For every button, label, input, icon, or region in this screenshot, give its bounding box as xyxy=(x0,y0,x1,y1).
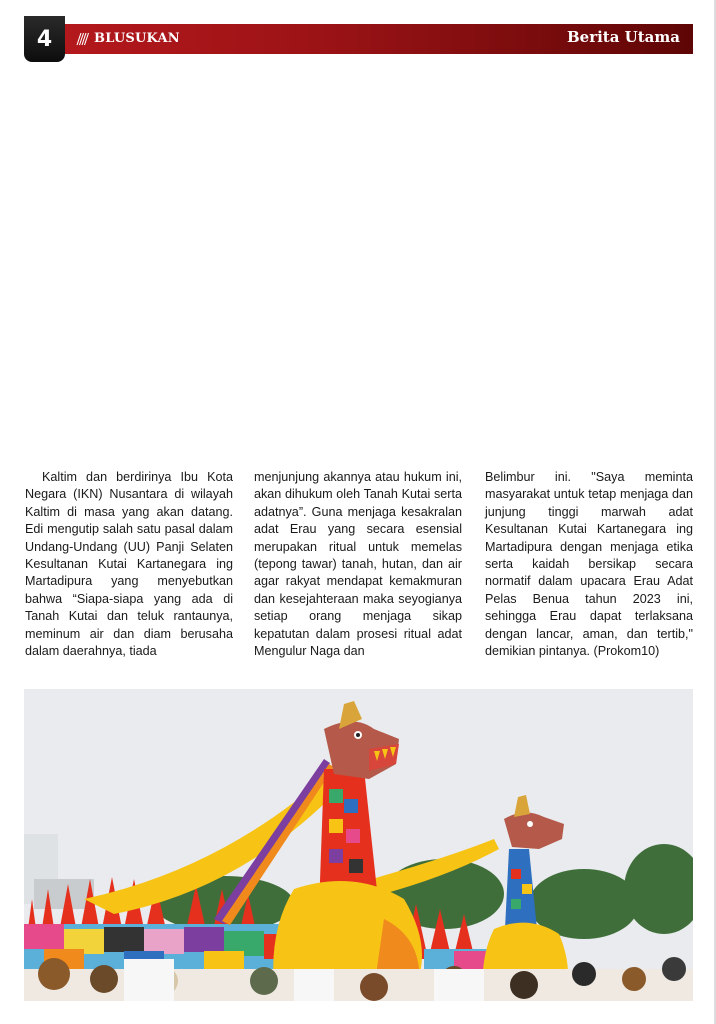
striped-logo-icon xyxy=(76,32,90,46)
article-column-3 xyxy=(485,469,693,660)
article-column-2 xyxy=(254,469,462,660)
section-name: BLUSUKAN xyxy=(94,31,180,46)
column-text: menjunjung akannya atau hukum ini, akan dihukum oleh Tanah Kutai serta adatnya”. Guna menjaga kesakralan adat Erau yang secara esensial merupakan ritual untuk memelas (tepong tawar) tanah, hutan, dan air agar rakyat mendapat kemakmuran dan kesejahteraan maka seyogianya setiap orang menjaga sikap kepatutan dalam prosesi ritual adat Mengulur Naga dan xyxy=(254,470,462,659)
page-number: 4 xyxy=(36,26,53,52)
building xyxy=(34,879,94,909)
article-photo xyxy=(24,689,693,1001)
section-logo xyxy=(76,31,180,46)
dragon-ritual-photo xyxy=(24,689,693,1001)
page-number-badge xyxy=(24,16,65,62)
dragon2-eye xyxy=(527,821,533,827)
column-text: Belimbur ini. "Saya meminta masyarakat untuk tetap menjaga dan junjung tinggi marwah adat Kesultanan Kutai Kartanegara ing Martadipura dengan menjaga etika serta kaidah bersikap secara normatif dalam upacara Erau Adat Pelas Benua tahun 2023 ini, sehingga Erau dapat terlaksana dengan lancar, aman, dan tertib," demikian pintanya. (Prokom10) xyxy=(485,470,693,659)
article-body xyxy=(25,469,693,689)
rubric-label: Berita Utama xyxy=(566,28,680,46)
article-column-1 xyxy=(25,469,233,660)
column-text: Kaltim dan berdirinya Ibu Kota Negara (IKN) Nusantara di wilayah Kaltim di masa yang akan datang. Edi mengutip salah satu pasal dalam Undang-Undang (UU) Panji Selaten Kesultanan Kutai Kartanegara ing Martadipura yang menyebutkan bahwa “Siapa-siapa yang ada di Tanah Kutai dan teluk rantaunya, meminum air dan diam berusaha dalam daerahnya, tiada xyxy=(25,470,233,659)
